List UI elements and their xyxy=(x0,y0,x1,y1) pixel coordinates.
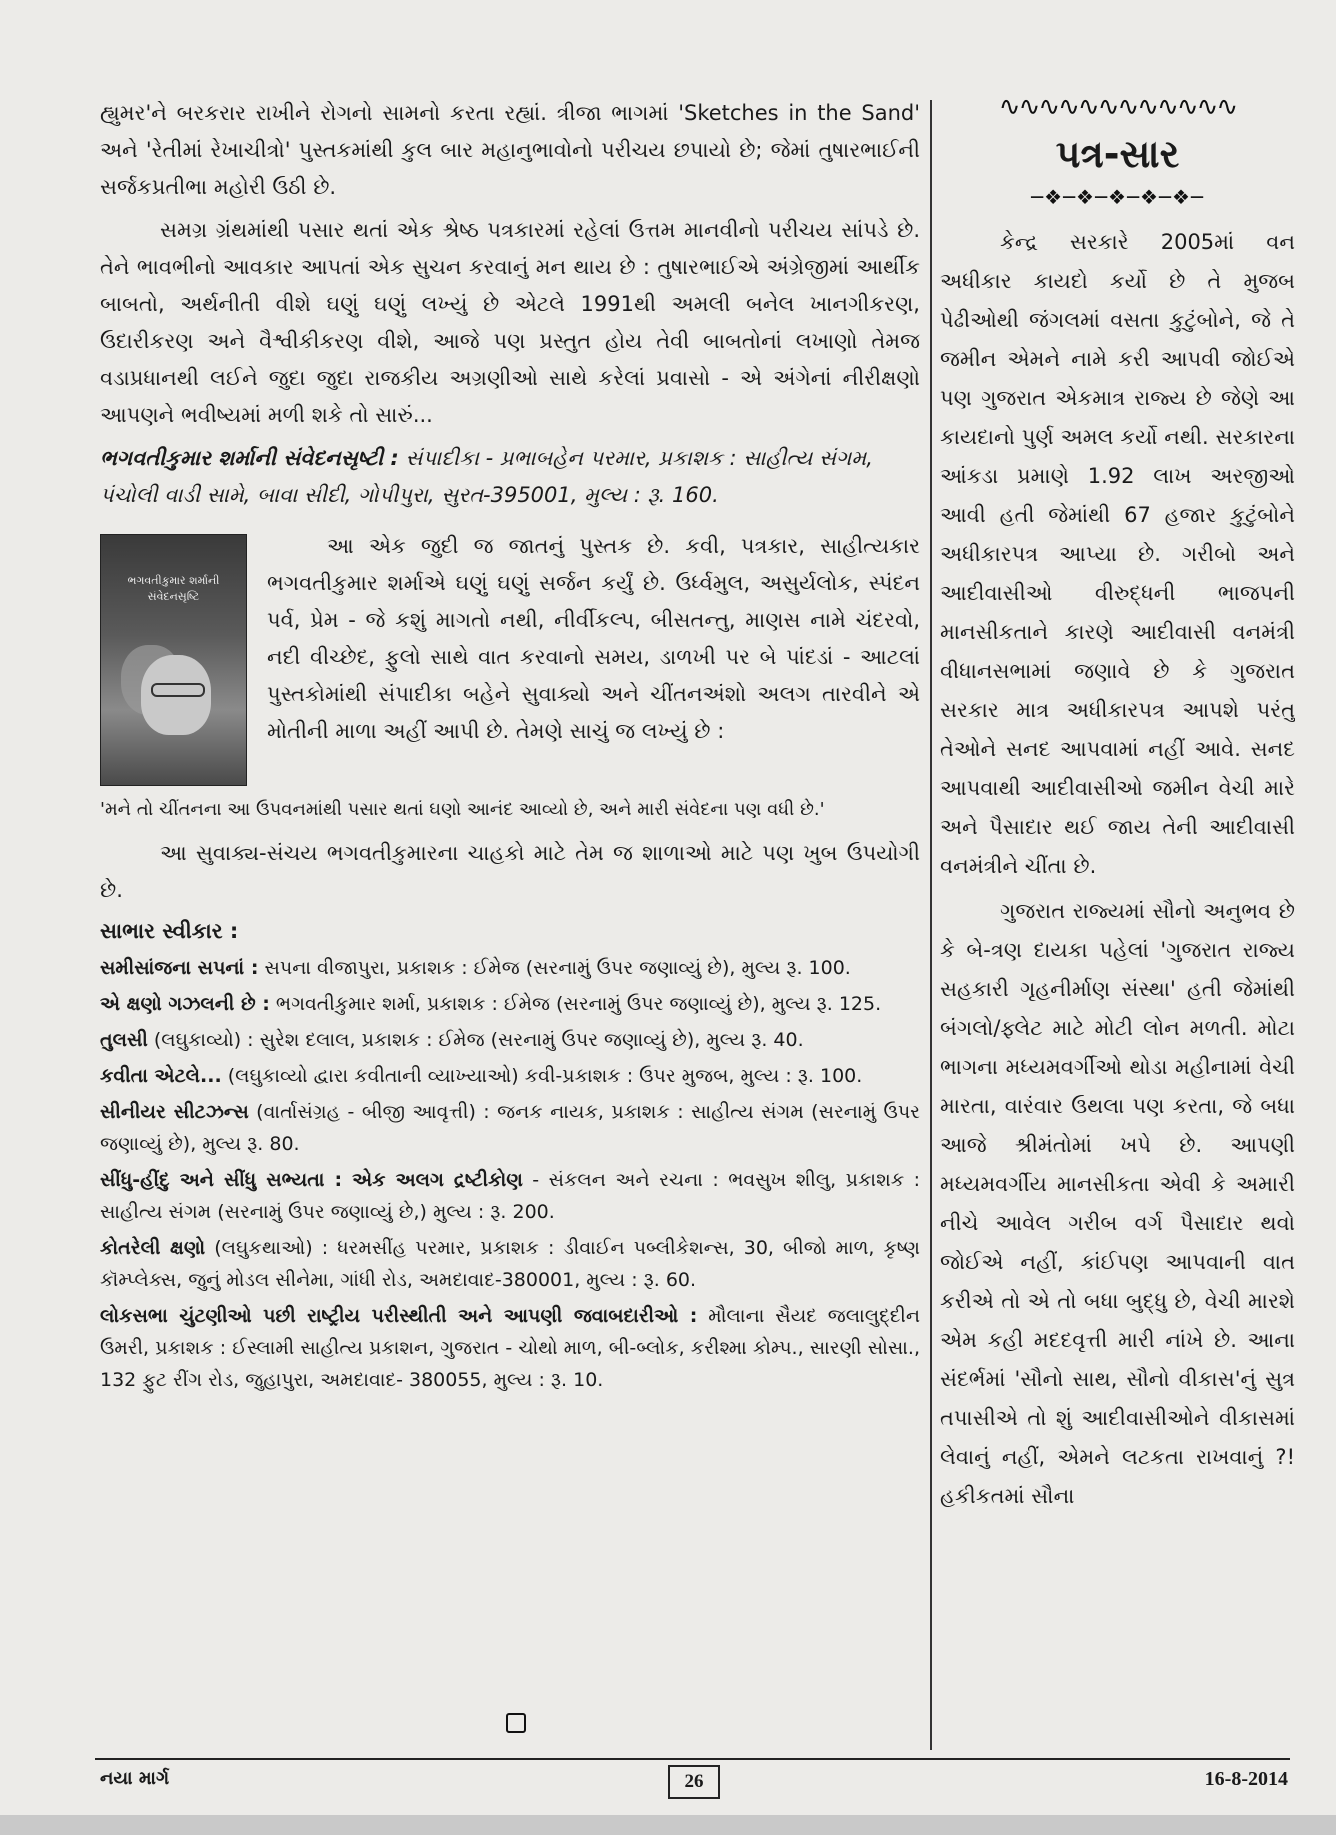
ack-item-text: ભગવતીકુમાર શર્મા, પ્રકાશક : ઈમેજ (સરનામું ઉપર જણાવ્યું છે), મુલ્ય રૂ. 125. xyxy=(269,993,882,1015)
cover-glasses xyxy=(151,683,205,697)
ack-item-text: - સંકલન અને રચના : ભવસુખ શીલુ, પ્રકાશક : સાહીત્ય સંગમ (સરનામું ઉપર જણાવ્યું છે,) મુલ્ય : રૂ. 200. xyxy=(100,1169,920,1223)
ack-item-text: સપના વીજાપુરા, પ્રકાશક : ઈમેજ (સરનામું ઉપર જણાવ્યું છે), મુલ્ય રૂ. 100. xyxy=(258,957,851,979)
publication-name: નયા માર્ગ xyxy=(100,1768,170,1789)
page-number: 26 xyxy=(668,1765,720,1799)
book-title: ભગવતીકુમાર શર્માની સંવેદનસૃષ્ટી : xyxy=(100,446,399,470)
paragraph: આ સુવાક્ય-સંચય ભગવતીકુમારના ચાહકો માટે તેમ જ શાળાઓ માટે પણ ખુબ ઉપયોગી છે. xyxy=(100,841,920,902)
paragraph: કેન્દ્ર સરકારે 2005માં વન અધીકાર કાયદો કર્યો છે તે મુજબ પેઢીઓથી જંગલમાં વસતા કુટુંબોને, જે તે જમીન એમને નામે કરી આપવી જોઈએ પણ ગુજરાત એકમાત્ર રાજ્ય છે જેણે આ કાયદાનો પુર્ણ અમલ કર્યો નથી. સરકારના આંકડા પ્રમાણે 1.92 લાખ અરજીઓ આવી હતી જેમાંથી 67 હજાર કુટુંબોને અધીકારપત્ર આપ્યા છે. ગરીબો અને આદીવાસીઓ વીરુદ્ધની ભાજપની માનસીકતાને કારણે આદીવાસી વનમંત્રી વીધાનસભામાં જણાવે છે કે ગુજરાત સરકાર માત્ર અધીકારપત્ર આપશે પરંતુ તેઓને સનદ આપવામાં નહીં આવે. સનદ આપવાથી આદીવાસીઓ જમીન વેચી મારે અને પૈસાદાર થઈ જાય તેની આદીવાસી વનમંત્રીને ચીંતા છે. xyxy=(940,230,1295,878)
book-cover-title: ભગવતીકુમાર શર્માની સંવેદનસૃષ્ટિ xyxy=(127,574,220,603)
book-cover-image xyxy=(100,534,247,786)
book-entry xyxy=(100,440,920,514)
acknowledgement-list xyxy=(100,952,920,1396)
ack-item xyxy=(100,1232,920,1296)
scan-edge xyxy=(0,1815,1336,1835)
ack-item-title: તુલસી xyxy=(100,1029,148,1051)
book-review-section xyxy=(100,528,920,790)
footer-rule xyxy=(95,1758,1290,1760)
book-details: સંપાદીકા - પ્રભાબહેન પરમાર, પ્રકાશક : સાહીત્ય સંગમ, પંચોલી વાડી સામે, બાવા સીદી, ગોપીપુરા, સુરત-395001, મુલ્ય : રૂ. 160. xyxy=(100,446,873,507)
decorative-divider-icon: ─❖─❖─❖─❖─❖─ xyxy=(1031,185,1204,209)
paragraph: આ એક જુદી જ જાતનું પુસ્તક છે. કવી, પત્રકાર, સાહીત્યકાર ભગવતીકુમાર શર્માએ ઘણું ઘણું સર્જન કર્યું છે. ઉર્ધ્વમુલ, અસુર્યલોક, સ્પંદન પર્વ, પ્રેમ - જે કશું માગતો નથી, નીર્વીકલ્પ, બીસતન્તુ, માણસ નામે ચંદરવો, નદી વીચ્છેદ, ફુલો સાથે વાત કરવાનો સમય, ડાળખી પર બે પાંદડાં - આટલાં પુસ્તકોમાંથી સંપાદીકા બહેને સુવાક્યો અને ચીંતનઅંશો અલગ તારવીને એ મોતીની માળા અહીં આપી છે. તેમણે સાચું જ લખ્યું છે : xyxy=(267,534,920,743)
ack-item-title: સીનીયર સીટઝન્સ xyxy=(100,1101,249,1123)
ack-item-text: (લઘુકથાઓ) : ધરમસીંહ પરમાર, પ્રકાશક : ડીવાઈન પબ્લીકેશન્સ, 30, બીજો માળ, કૃષ્ણ કૉમ્પ્લેક્સ, જુનું મોડલ સીનેમા, ગાંધી રોડ, અમદાવાદ-380001, મુલ્ય : રૂ. 60. xyxy=(100,1237,920,1291)
ack-item-title: એ ક્ષણો ગઝલની છે : xyxy=(100,993,270,1015)
ack-item xyxy=(100,952,920,984)
decorative-border-icon: ∿∿∿∿∿∿∿∿∿∿∿∿ xyxy=(998,92,1237,122)
end-of-article-icon xyxy=(506,1713,526,1733)
section-title: પત્ર-સાર xyxy=(1055,132,1180,176)
issue-date: 16-8-2014 xyxy=(1204,1768,1288,1790)
ack-item xyxy=(100,1060,920,1092)
paragraph: ગુજરાત રાજ્યમાં સૌનો અનુભવ છે કે બે-ત્રણ દાયકા પહેલાં 'ગુજરાત રાજ્ય સહકારી ગૃહનીર્માણ સંસ્થા' હતી જેમાંથી બંગલો/ફ્લેટ માટે મોટી લોન મળતી. મોટા ભાગના મધ્યમવર્ગીઓ થોડા મહીનામાં વેચી મારતા, વારંવાર ઉથલા પણ કરતા, જે બધા આજે શ્રીમંતોમાં ખપે છે. આપણી મધ્યમવર્ગીય માનસીકતા એવી કે અમારી નીચે આવેલ ગરીબ વર્ગ પૈસાદાર થવો જોઈએ નહીં, કાંઈપણ આપવાની વાત કરીએ તો એ તો બધા બુદ્ધુ છે, વેચી મારશે એમ કહી મદદવૃત્તી મારી નાંખે છે. આના સંદર્ભમાં 'સૌનો સાથ, સૌનો વીકાસ'નું સુત્ર તપાસીએ તો શું આદીવાસીઓને વીકાસમાં લેવાનું નહીં, એમને લટકતા રાખવાનું ?! હકીકતમાં સૌના xyxy=(940,899,1295,1508)
right-column xyxy=(940,90,1295,1750)
ack-item-text: (લઘુકાવ્યો દ્વારા કવીતાની વ્યાખ્યાઓ) કવી-પ્રકાશક : ઉપર મુજબ, મુલ્ય : રૂ. 100. xyxy=(221,1065,863,1087)
left-column xyxy=(100,95,920,1755)
paragraph: સમગ્ર ગ્રંથમાંથી પસાર થતાં એક શ્રેષ્ઠ પત્રકારમાં રહેલાં ઉત્તમ માનવીનો પરીચય સાંપડે છે. તેને ભાવભીનો આવકાર આપતાં એક સુચન કરવાનું મન થાય છે : તુષારભાઈએ અંગ્રેજીમાં આર્થીક બાબતો, અર્થનીતી વીશે ઘણું ઘણું લખ્યું છે એટલે 1991થી અમલી બનેલ ખાનગીકરણ, ઉદારીકરણ અને વૈશ્વીકીકરણ વીશે, આજે પણ પ્રસ્તુત હોય તેવી બાબતોનાં લખાણો તેમજ વડાપ્રધાનથી લઈને જુદા જુદા રાજકીય અગ્રણીઓ સાથે કરેલાં પ્રવાસો - એ અંગેનાં નીરીક્ષણો આપણને ભવીષ્યમાં મળી શકે તો સારું... xyxy=(100,218,920,427)
ack-item-title: કોતરેલી ક્ષણો xyxy=(100,1237,206,1259)
ack-item xyxy=(100,1024,920,1056)
ack-item-text: (વાર્તાસંગ્રહ - બીજી આવૃત્તી) : જનક નાયક, પ્રકાશક : સાહીત્ય સંગમ (સરનામું ઉપર જણાવ્યું છે), મુલ્ય રૂ. 80. xyxy=(100,1101,920,1155)
ack-item-title: કવીતા એટલે... xyxy=(100,1065,222,1087)
ack-item xyxy=(100,1300,920,1396)
ack-item-text: મૌલાના સૈયદ જલાલુદ્દીન ઉમરી, પ્રકાશક : ઈસ્લામી સાહીત્ય પ્રકાશન, ગુજરાત - ચોથો માળ, બી-બ્લોક, કરીશ્મા કોમ્પ., સારણી સોસા., 132 ફુટ રીંગ રોડ, જુહાપુરા, અમદાવાદ- 380055, મુલ્ય : રૂ. 10. xyxy=(100,1305,920,1391)
column-divider xyxy=(930,100,932,1750)
ack-item xyxy=(100,1164,920,1228)
ack-item xyxy=(100,1096,920,1160)
acknowledgement-heading: સાભાર સ્વીકાર : xyxy=(100,919,239,943)
ack-item-text: (લઘુકાવ્યો) : સુરેશ દલાલ, પ્રકાશક : ઈમેજ (સરનામું ઉપર જણાવ્યું છે), મુલ્ય રૂ. 40. xyxy=(147,1029,804,1051)
ack-item xyxy=(100,988,920,1020)
ack-item-title: સમીસાંજના સપનાં : xyxy=(100,957,259,979)
ack-item-title: સીંધુ-હીંદુ અને સીંધુ સભ્યતા : એક અલગ દ્રષ્ટીકોણ xyxy=(100,1169,523,1191)
ack-item-title: લોકસભા ચુંટણીઓ પછી રાષ્ટ્રીય પરીસ્થીતી અને આપણી જવાબદારીઓ : xyxy=(100,1305,698,1327)
quote: 'મને તો ચીંતનના આ ઉપવનમાંથી પસાર થતાં ઘણો આનંદ આવ્યો છે, અને મારી સંવેદના પણ વધી છે.' xyxy=(100,799,825,820)
paragraph: હ્યુમર'ને બરકરાર રાખીને રોગનો સામનો કરતા રહ્યાં. ત્રીજા ભાગમાં 'Sketches in the Sand' અને 'રેતીમાં રેખાચીત્રો' પુસ્તકમાંથી કુલ બાર મહાનુભાવોનો પરીચય છપાયો છે; જેમાં તુષારભાઈની સર્જકપ્રતીભા મહોરી ઉઠી છે. xyxy=(100,101,920,199)
